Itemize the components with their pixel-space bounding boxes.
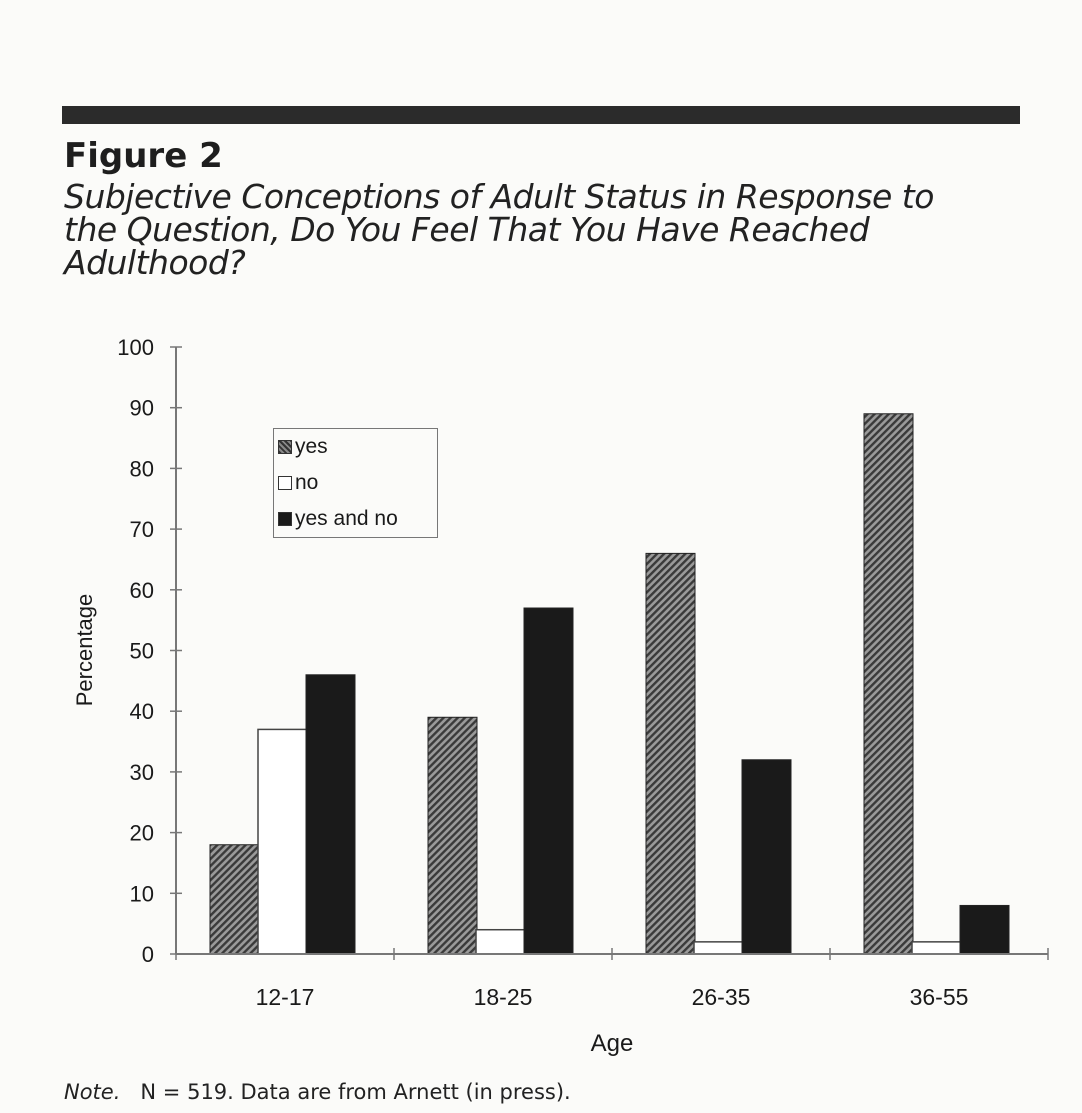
legend-item-yes <box>278 435 328 459</box>
bar-yes-and-no-18-25 <box>524 608 573 954</box>
x-axis <box>176 948 1048 1010</box>
bar-no-12-17 <box>258 729 307 954</box>
legend-label: no <box>295 471 319 494</box>
x-tick-label: 18-25 <box>473 984 533 1010</box>
legend-label: yes and no <box>295 507 398 530</box>
legend-item-yes-and-no <box>278 507 398 531</box>
y-tick-label: 80 <box>129 456 154 482</box>
y-tick-label: 70 <box>129 517 154 543</box>
y-tick-label: 10 <box>129 881 154 907</box>
x-tick-label: 26-35 <box>691 984 751 1010</box>
bar-yes-and-no-12-17 <box>306 675 355 954</box>
y-tick-label: 100 <box>117 335 154 360</box>
figure-label: Figure 2 <box>64 136 223 176</box>
caption-line: Subjective Conceptions of Adult Status in Response to <box>64 177 934 216</box>
bar-yes-and-no-26-35 <box>742 760 791 954</box>
bar-yes-36-55 <box>864 414 913 954</box>
x-tick-label: 12-17 <box>255 984 315 1010</box>
hatched-swatch-icon <box>278 440 292 454</box>
y-axis <box>117 335 182 967</box>
bar-no-18-25 <box>476 930 525 954</box>
figure-note <box>64 1080 571 1104</box>
y-tick-label: 50 <box>129 638 154 664</box>
y-tick-label: 60 <box>129 577 154 603</box>
bar-yes-12-17 <box>210 845 259 954</box>
note-text: N = 519. Data are from Arnett (in press). <box>140 1080 571 1104</box>
y-tick-label: 90 <box>129 395 154 421</box>
bar-yes-and-no-36-55 <box>960 905 1009 954</box>
x-axis-label: Age <box>590 1030 634 1057</box>
y-tick-label: 30 <box>129 759 154 785</box>
bar-yes-26-35 <box>646 553 695 954</box>
legend-item-no <box>278 471 318 495</box>
y-axis-label: Percentage <box>72 593 97 707</box>
black-swatch-icon <box>278 512 292 526</box>
y-tick-label: 40 <box>129 699 154 725</box>
legend-label: yes <box>295 435 328 458</box>
bar-yes-18-25 <box>428 717 477 954</box>
x-tick-label: 36-55 <box>909 984 969 1010</box>
y-tick-label: 20 <box>129 820 154 846</box>
bar-no-26-35 <box>694 942 743 954</box>
note-prefix: Note. <box>64 1080 121 1104</box>
caption-line: Adulthood? <box>64 243 246 282</box>
caption-line: the Question, Do You Feel That You Have Reached <box>64 210 870 249</box>
white-swatch-icon <box>278 476 292 490</box>
chart-legend <box>273 428 438 538</box>
bar-no-36-55 <box>912 942 961 954</box>
y-tick-label: 0 <box>141 942 154 967</box>
